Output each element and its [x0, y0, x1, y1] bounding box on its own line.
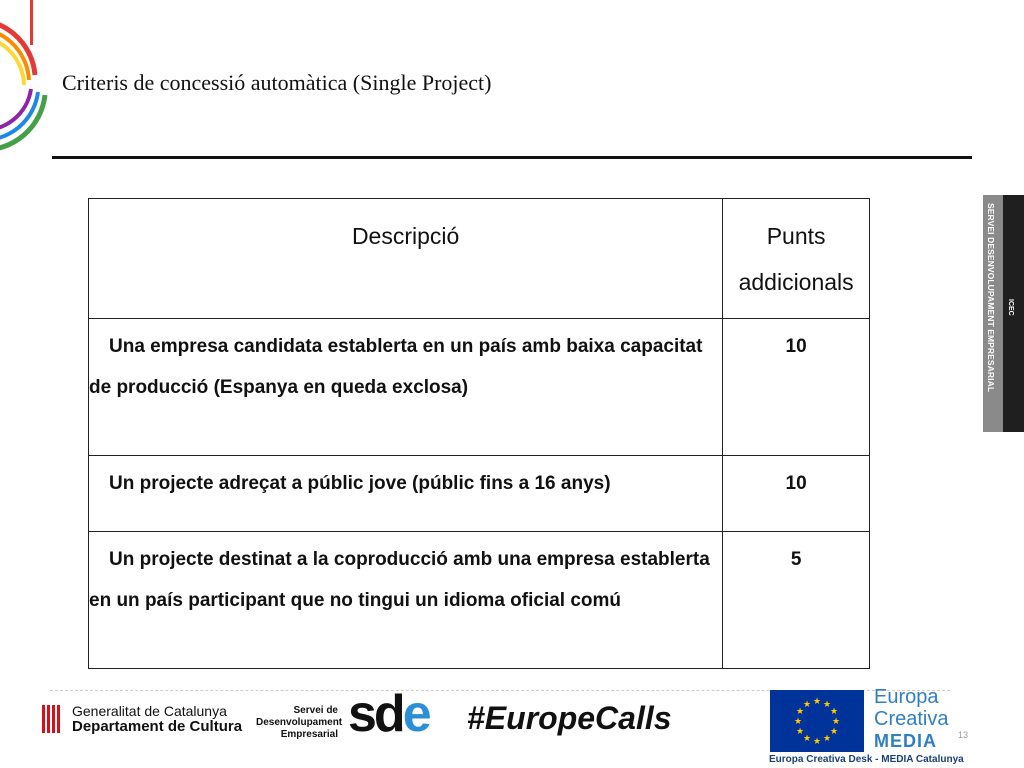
header-points-line1: Punts	[766, 223, 826, 249]
logo-arcs-icon	[0, 0, 60, 160]
header-points	[723, 199, 870, 319]
eu-flag-icon	[770, 690, 864, 752]
table-row	[89, 319, 870, 456]
header-points-line2: addicionals	[738, 269, 854, 295]
sde-line1: Servei de	[293, 705, 338, 716]
criteria-table	[88, 198, 870, 669]
svg-text:★: ★	[793, 717, 803, 727]
hashtag: #EuropeCalls	[467, 700, 672, 736]
table-row	[89, 456, 870, 532]
table-header-row	[89, 199, 870, 319]
svg-text:★: ★	[829, 727, 839, 737]
svg-text:★: ★	[831, 717, 841, 727]
creativa-label: Creativa	[874, 708, 949, 730]
department-name: Departament de Cultura	[72, 718, 243, 735]
svg-text:★: ★	[812, 737, 822, 747]
side-tab-strip	[983, 195, 1003, 432]
generalitat-stripes-icon	[42, 705, 64, 733]
svg-text:★: ★	[802, 734, 812, 744]
europa-label: Europa	[874, 686, 939, 708]
header-description: Descripció	[89, 199, 723, 319]
eu-desk-subtitle: Europa Creativa Desk - MEDIA Catalunya	[769, 754, 964, 765]
svg-text:★: ★	[812, 697, 822, 707]
svg-text:★: ★	[795, 707, 805, 717]
row-points: 10	[723, 319, 870, 456]
page-title: Criteris de concessió automàtica (Single Project)	[62, 70, 492, 95]
side-tab-label: SERVEI DESENVOLUPAMENT EMPRESARIAL	[986, 203, 996, 393]
sde-logo-accent: e	[402, 685, 429, 743]
sde-line2: Desenvolupament	[256, 717, 343, 728]
sde-logo	[348, 684, 429, 744]
row-points: 10	[723, 456, 870, 532]
svg-text:★: ★	[822, 700, 832, 710]
title-divider	[52, 156, 972, 159]
sde-line3: Empresarial	[280, 729, 338, 740]
sde-logo-main: sd	[348, 685, 403, 743]
svg-text:★: ★	[795, 727, 805, 737]
side-tab	[983, 195, 1024, 432]
page-number: 13	[958, 730, 969, 740]
row-description: Un projecte adreçat a públic jove (públic fins a 16 anys)	[89, 456, 723, 532]
generalitat-logo	[42, 703, 242, 735]
svg-text:★: ★	[802, 700, 812, 710]
europa-creativa-logo	[874, 686, 948, 752]
media-label: MEDIA	[874, 731, 937, 751]
row-description: Una empresa candidata establerta en un país amb baixa capacitat de producció (Espanya en queda exclosa)	[89, 319, 723, 456]
table-row	[89, 532, 870, 669]
side-tab-small-label: ICEC	[1007, 299, 1014, 316]
svg-text:★: ★	[822, 734, 832, 744]
svg-text:★: ★	[829, 707, 839, 717]
row-description: Un projecte destinat a la coproducció amb una empresa establerta en un país participant que no tingui un idioma oficial comú	[89, 532, 723, 669]
sde-description	[256, 705, 343, 741]
row-points: 5	[723, 532, 870, 669]
generalitat-name: Generalitat de Catalunya	[72, 703, 227, 719]
